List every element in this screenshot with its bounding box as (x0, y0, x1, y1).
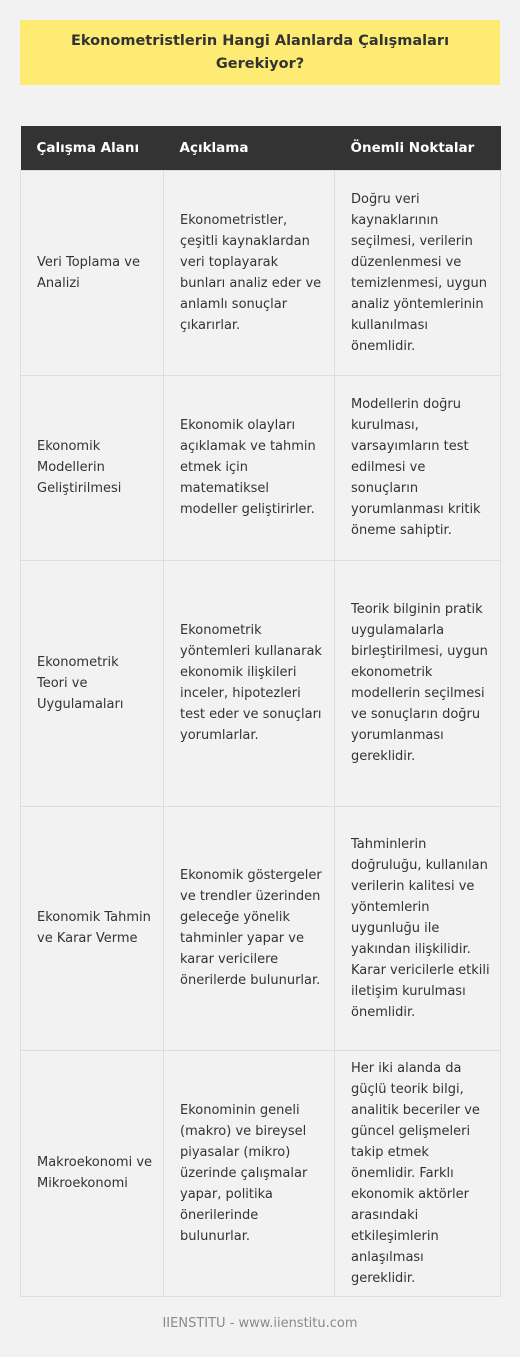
title-banner (20, 20, 500, 85)
header-description: Açıklama (164, 126, 335, 170)
cell-area: Makroekonomi ve Mikroekonomi (21, 1050, 164, 1296)
cell-key-points: Her iki alanda da güçlü teorik bilgi, analitik beceriler ve güncel gelişmeleri takip etmek önemlidir. Farklı ekonomik aktörler arasındaki etkileşimlerin anlaşılması gereklidir. (335, 1050, 501, 1296)
table-row (21, 806, 501, 1050)
info-table (20, 126, 501, 1297)
cell-description: Ekonominin geneli (makro) ve bireysel piyasalar (mikro) üzerinde çalışmalar yapar, politika önerilerinde bulunurlar. (164, 1050, 335, 1296)
table-row (21, 375, 501, 560)
header-key-points: Önemli Noktalar (335, 126, 501, 170)
table-row (21, 170, 501, 375)
table-row (21, 1050, 501, 1296)
header-area: Çalışma Alanı (21, 126, 164, 170)
cell-key-points: Modellerin doğru kurulması, varsayımların test edilmesi ve sonuçların yorumlanması kritik öneme sahiptir. (335, 375, 501, 560)
cell-key-points: Doğru veri kaynaklarının seçilmesi, verilerin düzenlenmesi ve temizlenmesi, uygun analiz yöntemlerinin kullanılması önemlidir. (335, 170, 501, 375)
cell-area: Ekonometrik Teori ve Uygulamaları (21, 560, 164, 806)
cell-description: Ekonomik göstergeler ve trendler üzerinden geleceğe yönelik tahminler yapar ve karar vericilere önerilerde bulunurlar. (164, 806, 335, 1050)
cell-area: Ekonomik Tahmin ve Karar Verme (21, 806, 164, 1050)
cell-key-points: Teorik bilginin pratik uygulamalarla birleştirilmesi, uygun ekonometrik modellerin seçilmesi ve sonuçların doğru yorumlanması gereklidir. (335, 560, 501, 806)
cell-description: Ekonometrik yöntemleri kullanarak ekonomik ilişkileri inceler, hipotezleri test eder ve sonuçları yorumlarlar. (164, 560, 335, 806)
table-row (21, 560, 501, 806)
cell-area: Veri Toplama ve Analizi (21, 170, 164, 375)
cell-description: Ekonometristler, çeşitli kaynaklardan veri toplayarak bunları analiz eder ve anlamlı sonuçlar çıkarırlar. (164, 170, 335, 375)
cell-description: Ekonomik olayları açıklamak ve tahmin etmek için matematiksel modeller geliştirirler. (164, 375, 335, 560)
footer-credit: IIENSTITU - www.iienstitu.com (162, 1316, 358, 1331)
page-title: Ekonometristlerin Hangi Alanlarda Çalışmaları Gerekiyor? (70, 32, 450, 72)
table-header-row (21, 126, 501, 170)
cell-key-points: Tahminlerin doğruluğu, kullanılan verilerin kalitesi ve yöntemlerin uygunluğu ile yakından ilişkilidir. Karar vericilerle etkili iletişim kurulması önemlidir. (335, 806, 501, 1050)
cell-area: Ekonomik Modellerin Geliştirilmesi (21, 375, 164, 560)
